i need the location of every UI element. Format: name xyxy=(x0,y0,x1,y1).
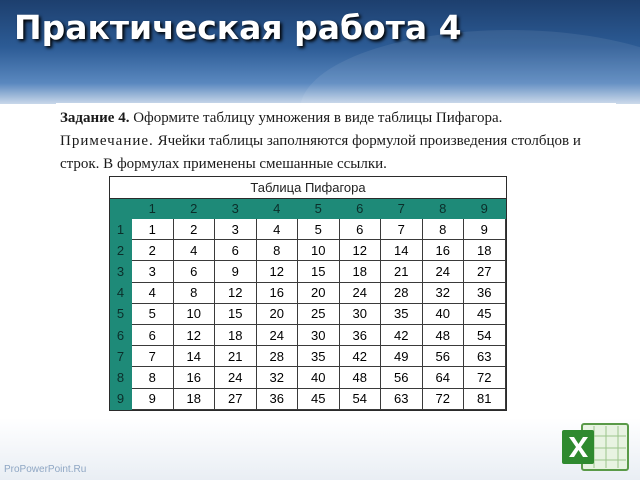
product-cell: 4 xyxy=(132,283,174,304)
product-cell: 10 xyxy=(298,240,340,261)
product-cell: 35 xyxy=(381,304,423,325)
product-cell: 42 xyxy=(381,325,423,346)
product-cell: 42 xyxy=(340,346,382,367)
product-cell: 14 xyxy=(174,346,216,367)
product-cell: 15 xyxy=(215,304,257,325)
product-cell: 49 xyxy=(381,346,423,367)
product-cell: 36 xyxy=(340,325,382,346)
product-cell: 48 xyxy=(340,367,382,388)
product-cell: 18 xyxy=(464,240,506,261)
product-cell: 12 xyxy=(174,325,216,346)
table-corner xyxy=(110,199,132,219)
product-cell: 54 xyxy=(340,389,382,410)
product-cell: 30 xyxy=(340,304,382,325)
column-header: 8 xyxy=(423,199,465,219)
product-cell: 35 xyxy=(298,346,340,367)
footer-brand: ProPowerPoint.Ru xyxy=(4,464,87,475)
product-cell: 8 xyxy=(423,219,465,240)
column-header: 3 xyxy=(215,199,257,219)
table-grid xyxy=(110,199,506,410)
column-header: 5 xyxy=(298,199,340,219)
product-cell: 1 xyxy=(132,219,174,240)
product-cell: 56 xyxy=(381,367,423,388)
product-cell: 6 xyxy=(174,261,216,282)
row-header: 9 xyxy=(110,389,132,410)
slide-title: Практическая работа 4 xyxy=(14,8,462,47)
column-header: 7 xyxy=(381,199,423,219)
row-header: 8 xyxy=(110,367,132,388)
product-cell: 5 xyxy=(298,219,340,240)
product-cell: 72 xyxy=(464,367,506,388)
product-cell: 32 xyxy=(423,283,465,304)
product-cell: 8 xyxy=(257,240,299,261)
product-cell: 12 xyxy=(215,283,257,304)
pythagoras-table xyxy=(109,176,507,411)
product-cell: 6 xyxy=(215,240,257,261)
product-cell: 7 xyxy=(381,219,423,240)
column-header: 9 xyxy=(464,199,506,219)
column-header: 6 xyxy=(340,199,382,219)
product-cell: 27 xyxy=(215,389,257,410)
product-cell: 6 xyxy=(340,219,382,240)
product-cell: 72 xyxy=(423,389,465,410)
product-cell: 36 xyxy=(464,283,506,304)
product-cell: 8 xyxy=(132,367,174,388)
product-cell: 81 xyxy=(464,389,506,410)
row-header: 7 xyxy=(110,346,132,367)
note-label: Примечание. xyxy=(60,133,154,149)
product-cell: 24 xyxy=(423,261,465,282)
product-cell: 8 xyxy=(174,283,216,304)
product-cell: 21 xyxy=(381,261,423,282)
task-label: Задание 4. xyxy=(60,110,130,126)
column-header: 4 xyxy=(257,199,299,219)
product-cell: 12 xyxy=(340,240,382,261)
row-header: 3 xyxy=(110,261,132,282)
product-cell: 3 xyxy=(132,261,174,282)
product-cell: 18 xyxy=(174,389,216,410)
footer-band xyxy=(0,418,640,480)
product-cell: 4 xyxy=(257,219,299,240)
product-cell: 63 xyxy=(381,389,423,410)
row-header: 4 xyxy=(110,283,132,304)
product-cell: 56 xyxy=(423,346,465,367)
product-cell: 9 xyxy=(464,219,506,240)
note-text: Ячейки таблицы заполняются формулой произведения столбцов и строк. В формулах применены смешанные ссылки. xyxy=(60,133,581,172)
product-cell: 9 xyxy=(132,389,174,410)
product-cell: 16 xyxy=(423,240,465,261)
product-cell: 20 xyxy=(257,304,299,325)
product-cell: 12 xyxy=(257,261,299,282)
product-cell: 2 xyxy=(174,219,216,240)
row-header: 6 xyxy=(110,325,132,346)
product-cell: 28 xyxy=(381,283,423,304)
product-cell: 5 xyxy=(132,304,174,325)
table-caption: Таблица Пифагора xyxy=(110,177,506,199)
product-cell: 16 xyxy=(174,367,216,388)
product-cell: 16 xyxy=(257,283,299,304)
product-cell: 54 xyxy=(464,325,506,346)
product-cell: 14 xyxy=(381,240,423,261)
task-text xyxy=(60,107,612,176)
product-cell: 6 xyxy=(132,325,174,346)
row-header: 1 xyxy=(110,219,132,240)
product-cell: 15 xyxy=(298,261,340,282)
row-header: 5 xyxy=(110,304,132,325)
product-cell: 40 xyxy=(423,304,465,325)
product-cell: 24 xyxy=(257,325,299,346)
product-cell: 32 xyxy=(257,367,299,388)
product-cell: 36 xyxy=(257,389,299,410)
product-cell: 7 xyxy=(132,346,174,367)
product-cell: 27 xyxy=(464,261,506,282)
column-header: 2 xyxy=(174,199,216,219)
column-header: 1 xyxy=(132,199,174,219)
product-cell: 24 xyxy=(340,283,382,304)
product-cell: 18 xyxy=(215,325,257,346)
product-cell: 21 xyxy=(215,346,257,367)
product-cell: 63 xyxy=(464,346,506,367)
product-cell: 4 xyxy=(174,240,216,261)
product-cell: 45 xyxy=(298,389,340,410)
task-description: Оформите таблицу умножения в виде таблицы Пифагора. xyxy=(133,110,503,126)
product-cell: 9 xyxy=(215,261,257,282)
product-cell: 10 xyxy=(174,304,216,325)
product-cell: 18 xyxy=(340,261,382,282)
product-cell: 24 xyxy=(215,367,257,388)
product-cell: 2 xyxy=(132,240,174,261)
product-cell: 64 xyxy=(423,367,465,388)
row-header: 2 xyxy=(110,240,132,261)
product-cell: 30 xyxy=(298,325,340,346)
product-cell: 25 xyxy=(298,304,340,325)
product-cell: 40 xyxy=(298,367,340,388)
product-cell: 48 xyxy=(423,325,465,346)
product-cell: 20 xyxy=(298,283,340,304)
product-cell: 3 xyxy=(215,219,257,240)
task-scan xyxy=(56,103,616,415)
excel-icon xyxy=(560,418,632,474)
product-cell: 45 xyxy=(464,304,506,325)
product-cell: 28 xyxy=(257,346,299,367)
